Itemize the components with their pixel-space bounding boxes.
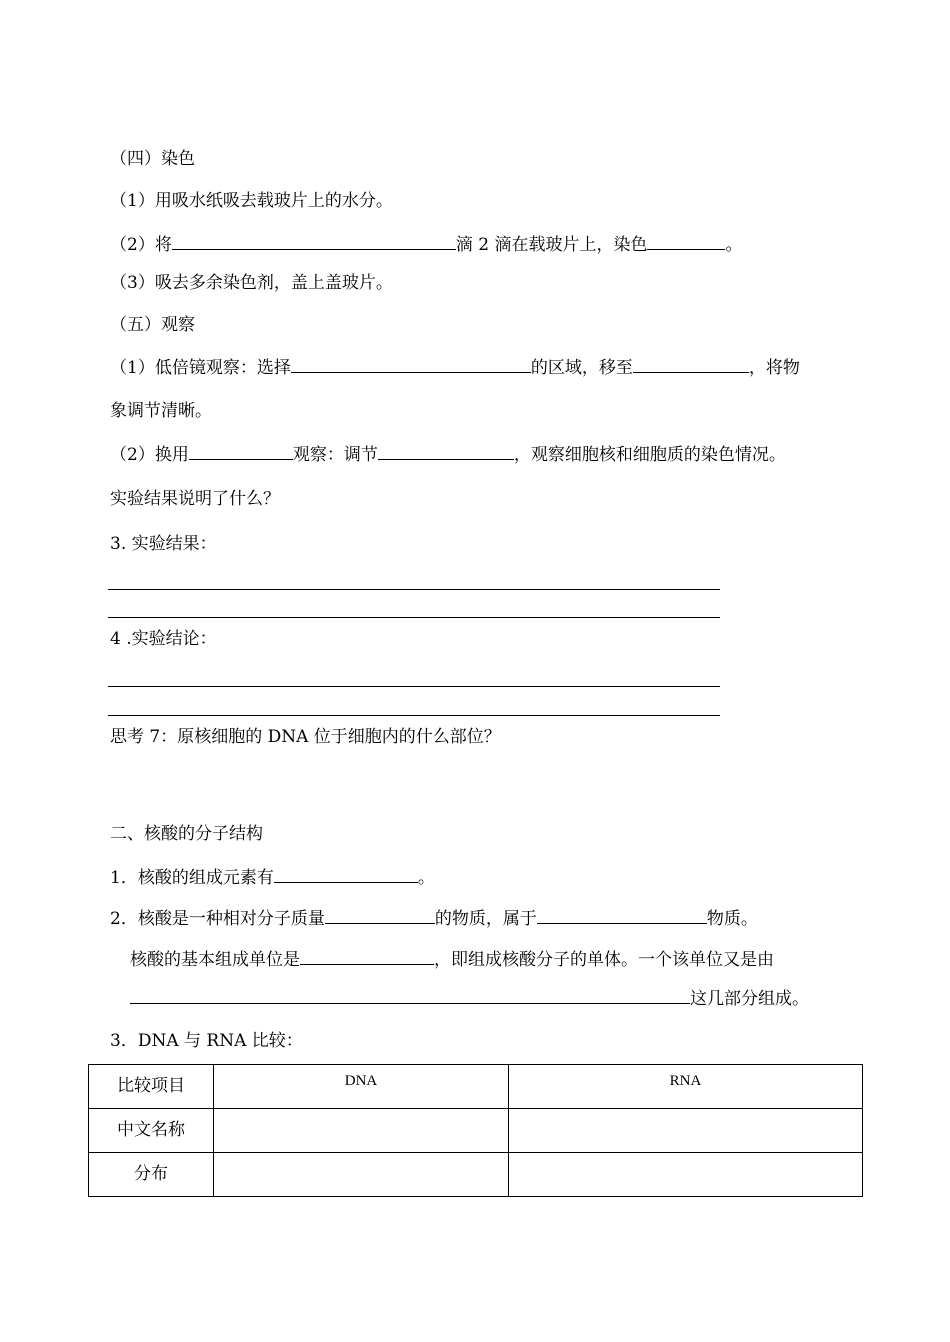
part2-q3: 3．DNA 与 RNA 比较： bbox=[110, 1031, 303, 1051]
step2-middle: 滴 2 滴在载玻片上，染色 bbox=[455, 235, 648, 255]
table-row bbox=[89, 1109, 863, 1153]
result-label: 3. 实验结果： bbox=[110, 534, 217, 554]
q2b-prefix: 核酸的基本组成单位是 bbox=[130, 950, 300, 970]
think7-question: 思考 7：原核细胞的 DNA 位于细胞内的什么部位？ bbox=[110, 727, 501, 747]
section5-step1-cont bbox=[110, 400, 212, 422]
step2b-prefix: （2）换用 bbox=[110, 445, 189, 465]
result-answer-line-1[interactable] bbox=[108, 589, 720, 590]
step1-middle: 的区域，移至 bbox=[530, 358, 633, 378]
row-label-chinese-name: 中文名称 bbox=[89, 1109, 214, 1153]
part2-q2b bbox=[130, 946, 774, 971]
table-row bbox=[89, 1153, 863, 1197]
move-to-blank[interactable] bbox=[633, 354, 749, 373]
q2-prefix: 2．核酸是一种相对分子质量 bbox=[110, 909, 325, 929]
q1-prefix: 1．核酸的组成元素有 bbox=[110, 868, 274, 888]
conclusion-label: 4 .实验结论： bbox=[110, 629, 217, 649]
section4-step1: （1）用吸水纸吸去载玻片上的水分。 bbox=[110, 191, 393, 211]
cell-dna-name[interactable] bbox=[214, 1109, 509, 1153]
q2-middle: 的物质，属于 bbox=[434, 909, 537, 929]
step1-prefix: （1）低倍镜观察：选择 bbox=[110, 358, 291, 378]
q2-suffix: 物质。 bbox=[706, 909, 758, 929]
select-region-blank[interactable] bbox=[291, 354, 531, 373]
step1-cont-text: 象调节清晰。 bbox=[110, 401, 212, 421]
section5-step2 bbox=[110, 441, 786, 466]
step1-suffix: ，将物 bbox=[748, 358, 800, 378]
step2-suffix: 。 bbox=[725, 235, 743, 255]
q1-suffix: 。 bbox=[417, 868, 435, 888]
row-label-distribution: 分布 bbox=[89, 1153, 214, 1197]
step2b-middle: 观察：调节 bbox=[292, 445, 378, 465]
step2-prefix: （2）将 bbox=[110, 235, 172, 255]
molecular-mass-blank[interactable] bbox=[325, 905, 435, 924]
objective-lens-blank[interactable] bbox=[189, 441, 293, 460]
step2b-suffix: ，观察细胞核和细胞质的染色情况。 bbox=[513, 445, 786, 465]
components-blank[interactable] bbox=[130, 985, 690, 1004]
header-item: 比较项目 bbox=[89, 1065, 214, 1109]
section4-step3: （3）吸去多余染色剂，盖上盖玻片。 bbox=[110, 273, 393, 293]
cell-dna-distribution[interactable] bbox=[214, 1153, 509, 1197]
cell-rna-distribution[interactable] bbox=[509, 1153, 863, 1197]
part2-q2 bbox=[110, 905, 758, 930]
header-rna: RNA bbox=[509, 1065, 863, 1109]
part2-q1 bbox=[110, 864, 435, 889]
part2-q2c bbox=[130, 985, 809, 1010]
conclusion-answer-line-2[interactable] bbox=[108, 715, 720, 716]
adjust-blank[interactable] bbox=[378, 441, 514, 460]
section4-heading: （四）染色 bbox=[110, 149, 195, 169]
stain-time-blank[interactable] bbox=[647, 231, 725, 250]
section4-step2 bbox=[110, 231, 742, 256]
part2-heading: 二、核酸的分子结构 bbox=[110, 824, 263, 844]
dna-rna-comparison-table bbox=[88, 1064, 863, 1197]
belongs-to-blank[interactable] bbox=[537, 905, 707, 924]
elements-blank[interactable] bbox=[274, 864, 418, 883]
result-answer-line-2[interactable] bbox=[108, 617, 720, 618]
q2b-suffix: ，即组成核酸分子的单体。一个该单位又是由 bbox=[434, 950, 774, 970]
table-header-row bbox=[89, 1065, 863, 1109]
header-dna: DNA bbox=[214, 1065, 509, 1109]
basic-unit-blank[interactable] bbox=[300, 946, 434, 965]
cell-rna-name[interactable] bbox=[509, 1109, 863, 1153]
q2c-suffix: 这几部分组成。 bbox=[690, 989, 809, 1009]
stain-reagent-blank[interactable] bbox=[172, 231, 456, 250]
section5-heading: （五）观察 bbox=[110, 315, 195, 335]
conclusion-answer-line-1[interactable] bbox=[108, 686, 720, 687]
section5-step1 bbox=[110, 354, 800, 379]
question-result: 实验结果说明了什么？ bbox=[110, 489, 280, 509]
